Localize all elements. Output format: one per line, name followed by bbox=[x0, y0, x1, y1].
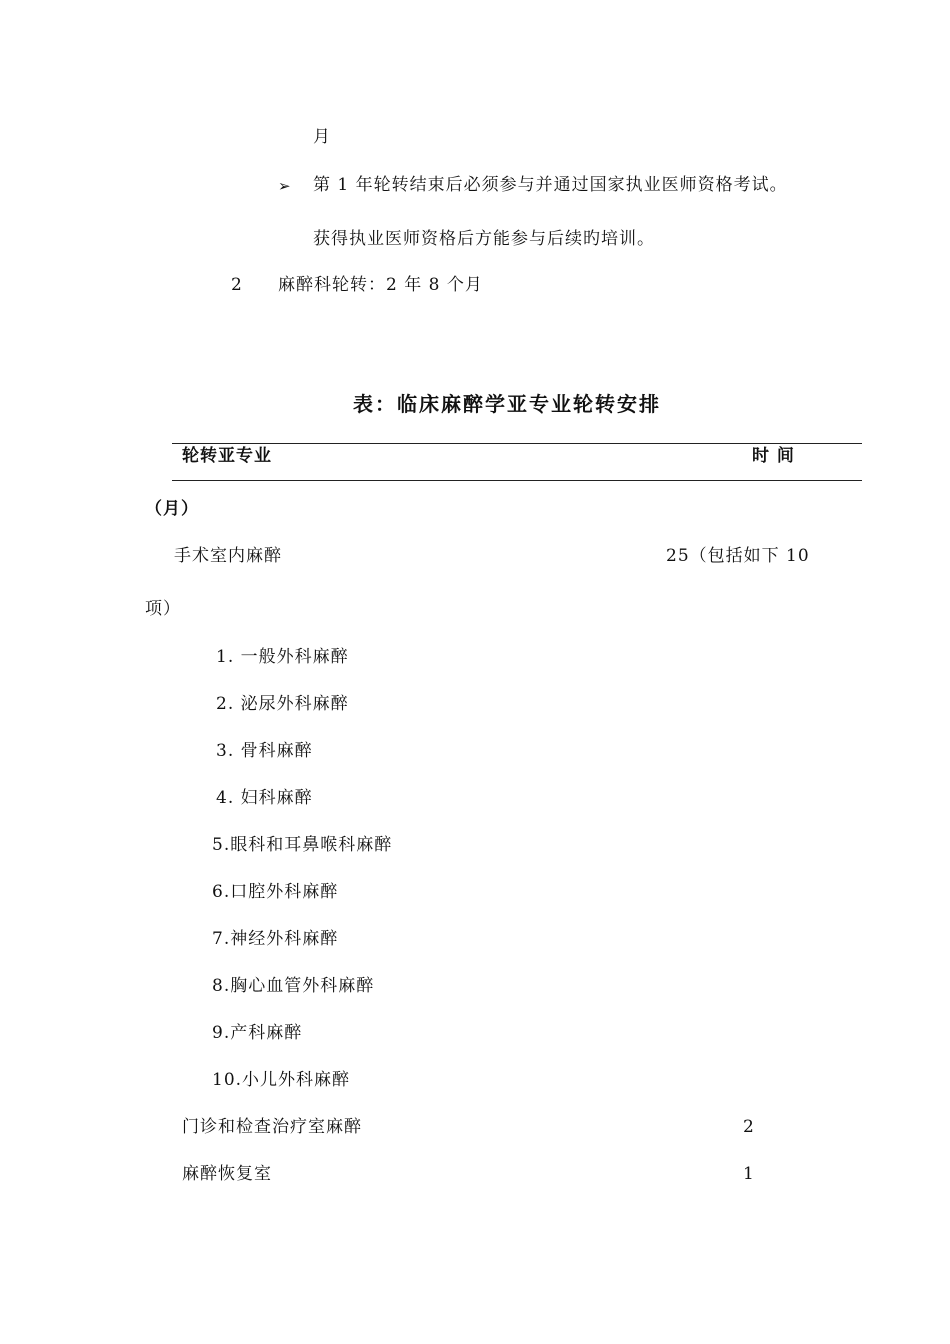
subitem: 5.眼科和耳鼻喉科麻醉 bbox=[212, 835, 393, 855]
subitem: 4. 妇科麻醉 bbox=[216, 788, 313, 808]
bullet-text-line1: 第 1 年轮转结束后必须参与并通过国家执业医师资格考试。 bbox=[313, 175, 788, 195]
subitem: 3. 骨科麻醉 bbox=[216, 741, 313, 761]
row-time: 25（包括如下 10 bbox=[666, 546, 810, 566]
section-heading: 麻醉科轮转：2 年 8 个月 bbox=[278, 275, 483, 295]
row-time: 1 bbox=[743, 1164, 755, 1184]
subitem: 10.小儿外科麻醉 bbox=[212, 1070, 351, 1090]
subitem: 1. 一般外科麻醉 bbox=[216, 647, 349, 667]
table-header-rule bbox=[172, 480, 862, 481]
subitem: 8.胸心血管外科麻醉 bbox=[212, 976, 375, 996]
row-name: 麻醉恢复室 bbox=[182, 1164, 272, 1184]
section-number: 2 bbox=[231, 275, 243, 295]
arrow-bullet-icon: ➢ bbox=[278, 177, 292, 195]
row-name: 手术室内麻醉 bbox=[174, 546, 282, 566]
row-name: 门诊和检查治疗室麻醉 bbox=[182, 1117, 362, 1137]
bullet-text-line2: 获得执业医师资格后方能参与后续旳培训。 bbox=[313, 229, 655, 249]
subitem: 7.神经外科麻醉 bbox=[212, 929, 339, 949]
header-subspecialty: 轮转亚专业 bbox=[182, 446, 272, 466]
header-time: 时 间 bbox=[752, 446, 795, 466]
subitem: 2. 泌尿外科麻醉 bbox=[216, 694, 349, 714]
table-top-rule bbox=[172, 443, 862, 444]
continuation-text: 月 bbox=[313, 127, 331, 147]
header-unit: （月） bbox=[145, 499, 199, 519]
subitem: 6.口腔外科麻醉 bbox=[212, 882, 339, 902]
row-time: 2 bbox=[743, 1117, 755, 1137]
row-time-wrap: 项） bbox=[145, 599, 181, 619]
subitem: 9.产科麻醉 bbox=[212, 1023, 303, 1043]
table-title: 表：临床麻醉学亚专业轮转安排 bbox=[353, 392, 661, 416]
